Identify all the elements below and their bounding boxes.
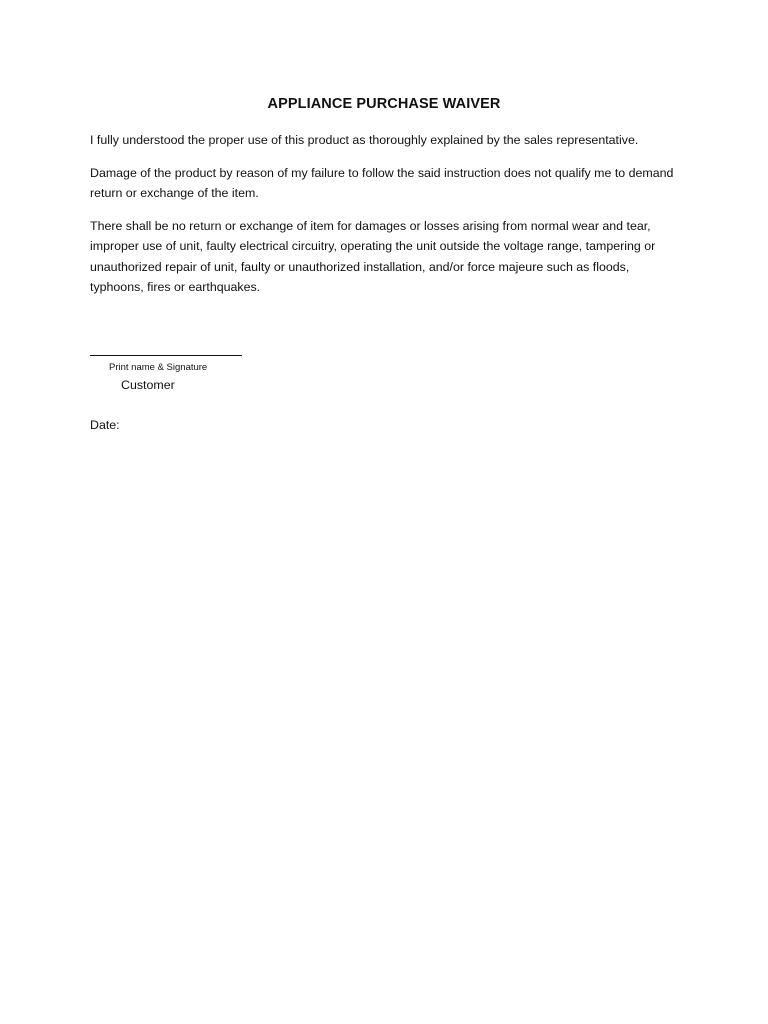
- date-label: Date:: [90, 418, 120, 432]
- signature-caption: Print name & Signature: [109, 362, 208, 373]
- document-title: APPLIANCE PURCHASE WAIVER: [267, 96, 501, 112]
- paragraph-understanding: I fully understood the proper use of this product as thoroughly explained by the sales representative.: [90, 133, 639, 147]
- paragraph-damage: Damage of the product by reason of my failure to follow the said instruction does not qualify me to demand return or exchange of the item.: [90, 166, 674, 201]
- signature-line: [90, 355, 242, 356]
- signature-role: Customer: [121, 378, 175, 392]
- paragraph-no-return: There shall be no return or exchange of item for damages or losses arising from normal wear and tear, improper use of unit, faulty electrical circuitry, operating the unit outside the voltage range, tampering or unauthorized repair of unit, faulty or unauthorized installation, and/or force majeure such as floods, typhoons, fires or earthquakes.: [90, 219, 656, 294]
